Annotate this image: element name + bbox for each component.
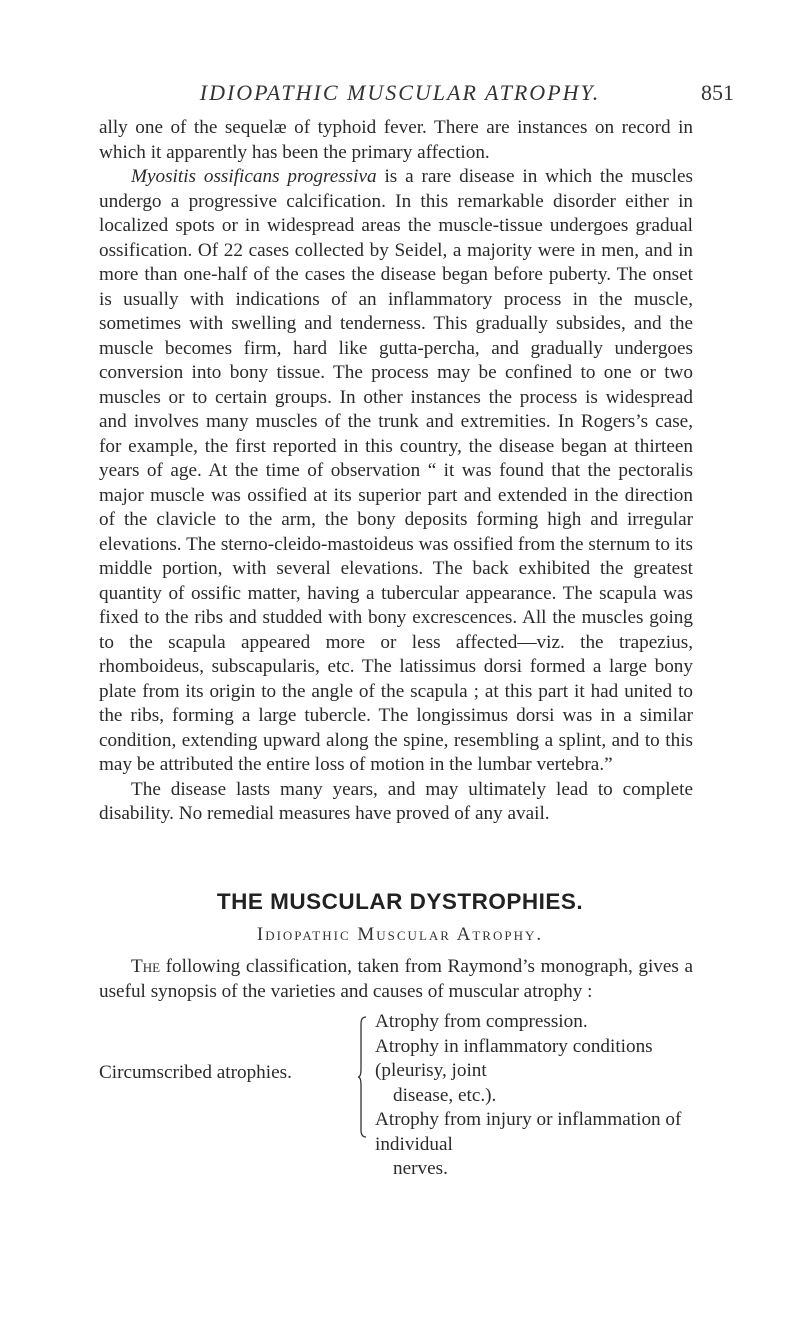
curly-brace-icon <box>357 1016 367 1138</box>
synopsis-items <box>375 1010 700 1182</box>
page-number: 851 <box>701 80 734 105</box>
classification-synopsis <box>99 1010 699 1179</box>
synopsis-item-continuation: nerves. <box>393 1158 448 1179</box>
term-myositis-ossificans: Myositis ossificans progressiva <box>131 166 377 187</box>
paragraph-myositis-text: is a rare disease in which the muscles undergo a progressive calcification. In this remarkable disorder either in localized spots or in widespread areas the muscle-tissue undergoes gradual ossification. Of 22 cases collected by Seidel, a majority were in men, and in more than one-half of the cases the disease began before puberty. The onset is usually with indications of an inflammatory process in the muscle, sometimes with swelling and tenderness. This gradually subsides, and the muscle becomes firm, hard like gutta-percha, and gradually undergoes conversion into bony tissue. The process may be confined to one or two muscles or to certain groups. In other instances the process is widespread and involves many muscles of the trunk and extremities. In Rogers’s case, for example, the first reported in this country, the disease began at thirteen years of age. At the time of observation “ it was found that the pectoralis major muscle was ossified at its superior part and extended in the direction of the clavicle to the arm, the bony deposits forming high and irregular elevations. The sterno-cleido-mastoideus was ossified from the sternum to its middle portion, with several elevations. The back exhibited the greatest quantity of ossific matter, having a tubercular appearance. The scapula was fixed to the ribs and studded with bony excrescences. All the muscles going to the scapula appeared more or less affected—viz. the trapezius, rhomboideus, subscapularis, etc. The latissimus dorsi formed a large bony plate from its origin to the angle of the scapula ; at this part it had united to the ribs, forming a large tubercle. The longissimus dorsi was in a similar condition, extending upward along the spine, resembling a splint, and to this may be attributed the entire loss of motion in the lumbar vertebra.” <box>99 166 693 775</box>
synopsis-item <box>375 1035 700 1109</box>
intro-text: following classification, taken from Raymond’s monograph, gives a useful synopsis of the varieties and causes of muscular atrophy : <box>99 956 693 1002</box>
synopsis-item-text: Atrophy in inflammatory conditions (pleurisy, joint <box>375 1035 653 1081</box>
synopsis-label: Circumscribed atrophies. <box>99 1062 292 1083</box>
paragraph-typhoid: ally one of the sequelæ of typhoid fever. There are instances on record in which it apparently has been the primary affection. <box>99 117 693 163</box>
main-text <box>99 116 693 827</box>
section-subheading: Idiopathic Muscular Atrophy. <box>256 924 544 945</box>
synopsis-item-continuation: disease, etc.). <box>393 1084 497 1106</box>
intro-paragraph <box>99 955 693 1004</box>
paragraph-myositis <box>99 165 693 778</box>
synopsis-item-text: Atrophy from injury or inflammation of individual <box>375 1109 682 1155</box>
synopsis-item <box>375 1108 700 1182</box>
intro-lead-word: The <box>131 956 161 977</box>
section-heading: THE MUSCULAR DYSTROPHIES. <box>216 889 584 914</box>
running-title: IDIOPATHIC MUSCULAR ATROPHY. <box>199 80 601 105</box>
running-header <box>0 80 800 116</box>
synopsis-item-text: Atrophy from compression. <box>375 1011 588 1032</box>
paragraph-prognosis: The disease lasts many years, and may ultimately lead to complete disability. No remedial measures have proved of any avail. <box>99 778 693 824</box>
synopsis-item <box>375 1010 700 1035</box>
